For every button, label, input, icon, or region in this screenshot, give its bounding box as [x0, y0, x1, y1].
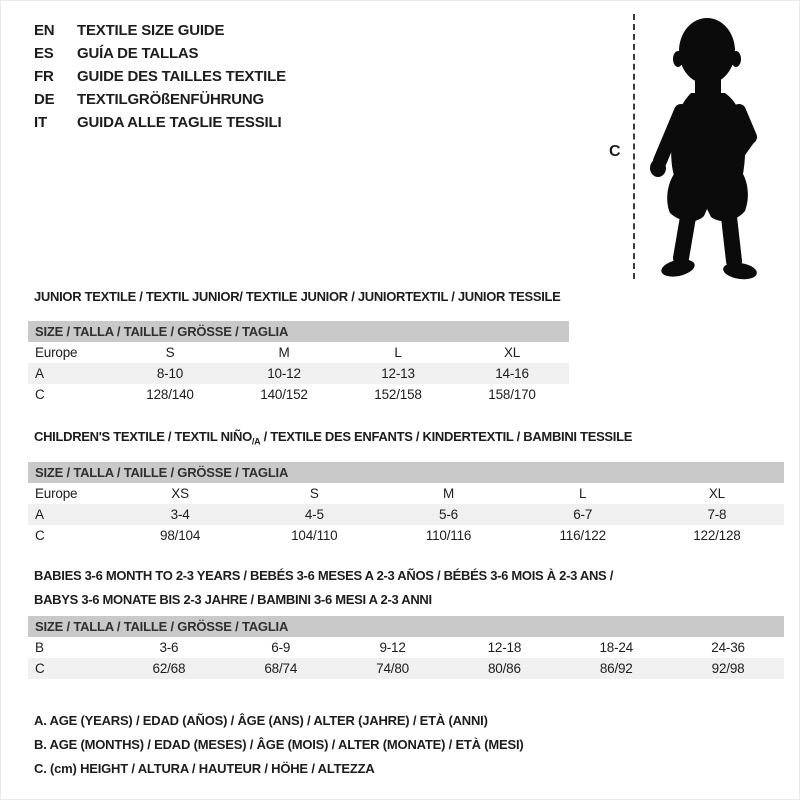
- row-label: A: [35, 366, 44, 381]
- row-label: C: [35, 661, 45, 676]
- toddler-silhouette-icon: [643, 11, 783, 286]
- language-code: IT: [34, 114, 47, 131]
- height-c-label: C: [609, 143, 621, 160]
- table-row-height-cm: [28, 384, 569, 405]
- table-header-bar: SIZE / TALLA / TAILLE / GRÖSSE / TAGLIA: [28, 616, 784, 637]
- section-title-text: CHILDREN'S TEXTILE / TEXTIL NIÑO: [34, 429, 252, 444]
- size-table-junior: [28, 321, 569, 405]
- height-cell: 152/158: [374, 387, 422, 402]
- language-code: FR: [34, 68, 54, 85]
- height-cell: 116/122: [559, 528, 606, 543]
- guide-title: GUIDE DES TAILLES TEXTILE: [77, 68, 286, 85]
- language-row: [34, 42, 286, 65]
- height-cell: 74/80: [376, 661, 409, 676]
- height-measure-figure: [606, 9, 791, 287]
- language-row: [34, 111, 286, 134]
- section-title-line1: BABIES 3-6 MONTH TO 2-3 YEARS / BEBÉS 3-6 MESES A 2-3 AÑOS / BÉBÉS 3-6 MOIS À 2-3 ANS /: [34, 568, 614, 583]
- legend-footnotes: [34, 709, 524, 781]
- size-cell: M: [442, 486, 455, 501]
- table-row-europe: [28, 342, 569, 363]
- height-cell: 104/110: [291, 528, 338, 543]
- height-cell: 92/98: [711, 661, 745, 676]
- height-cell: 62/68: [152, 661, 186, 676]
- age-cell: 24-36: [711, 640, 745, 655]
- height-cell: 86/92: [599, 661, 633, 676]
- age-cell: 3-4: [170, 507, 190, 522]
- height-cell: 140/152: [260, 387, 308, 402]
- guide-title: TEXTILE SIZE GUIDE: [77, 22, 225, 39]
- age-cell: 14-16: [495, 366, 529, 381]
- row-label: B: [35, 640, 44, 655]
- size-cell: L: [394, 345, 402, 360]
- language-code: DE: [34, 91, 55, 108]
- row-label: Europe: [35, 345, 78, 360]
- height-cell: 98/104: [160, 528, 201, 543]
- row-label: C: [35, 387, 45, 402]
- size-cell: M: [278, 345, 290, 360]
- size-cell: XS: [171, 486, 189, 501]
- height-dashed-line: [633, 14, 635, 279]
- language-row: [34, 88, 286, 111]
- age-cell: 9-12: [379, 640, 406, 655]
- table-row-age-years: [28, 363, 569, 384]
- table-row-height-cm: [28, 525, 784, 546]
- row-label: C: [35, 528, 45, 543]
- guide-title: TEXTILGRÖßENFÜHRUNG: [77, 91, 265, 108]
- table-row-europe: [28, 483, 784, 504]
- size-cell: XL: [708, 486, 725, 501]
- height-cell: 128/140: [146, 387, 194, 402]
- footnote-b: B. AGE (MONTHS) / EDAD (MESES) / ÂGE (MOIS) / ALTER (MONATE) / ETÀ (MESI): [34, 737, 524, 752]
- language-row: [34, 65, 286, 88]
- age-cell: 3-6: [159, 640, 179, 655]
- language-code: EN: [34, 22, 55, 39]
- footnote-c: C. (cm) HEIGHT / ALTURA / HAUTEUR / HÖHE / ALTEZZA: [34, 761, 375, 776]
- size-table-children: [28, 462, 784, 546]
- height-cell: 80/86: [488, 661, 521, 676]
- section-title-line2: BABYS 3-6 MONATE BIS 2-3 JAHRE / BAMBINI 3-6 MESI A 2-3 ANNI: [34, 592, 432, 607]
- section-title-children: [34, 429, 632, 447]
- height-cell: 158/170: [488, 387, 536, 402]
- age-cell: 5-6: [439, 507, 458, 522]
- table-header-bar: SIZE / TALLA / TAILLE / GRÖSSE / TAGLIA: [28, 462, 784, 483]
- age-cell: 6-9: [271, 640, 291, 655]
- section-title-text: / TEXTILE DES ENFANTS / KINDERTEXTIL / BAMBINI TESSILE: [260, 429, 633, 444]
- size-table-babies: [28, 616, 784, 679]
- height-cell: 68/74: [264, 661, 298, 676]
- language-row: [34, 19, 286, 42]
- table-row-age-months: [28, 637, 784, 658]
- section-title-babies: [34, 564, 613, 612]
- age-cell: 6-7: [573, 507, 593, 522]
- language-code: ES: [34, 45, 54, 62]
- footnote-a: A. AGE (YEARS) / EDAD (AÑOS) / ÂGE (ANS) / ALTER (JAHRE) / ETÀ (ANNI): [34, 713, 488, 728]
- size-cell: S: [309, 486, 319, 501]
- table-row-age-years: [28, 504, 784, 525]
- size-cell: S: [165, 345, 175, 360]
- guide-title: GUÍA DE TALLAS: [77, 45, 199, 62]
- size-cell: L: [579, 486, 587, 501]
- height-cell: 122/128: [693, 528, 741, 543]
- age-cell: 18-24: [599, 640, 633, 655]
- age-cell: 4-5: [304, 507, 324, 522]
- language-title-list: [34, 19, 286, 134]
- height-cell: 110/116: [425, 528, 472, 543]
- age-cell: 7-8: [707, 507, 727, 522]
- table-row-height-cm: [28, 658, 784, 679]
- row-label: A: [35, 507, 44, 522]
- age-cell: 12-13: [381, 366, 415, 381]
- age-cell: 10-12: [267, 366, 301, 381]
- guide-title: GUIDA ALLE TAGLIE TESSILI: [77, 114, 282, 131]
- section-title-subscript: /A: [251, 436, 261, 447]
- size-cell: XL: [503, 345, 521, 360]
- age-cell: 12-18: [487, 640, 522, 655]
- table-header-bar: SIZE / TALLA / TAILLE / GRÖSSE / TAGLIA: [28, 321, 569, 342]
- section-title-junior: JUNIOR TEXTILE / TEXTIL JUNIOR/ TEXTILE JUNIOR / JUNIORTEXTIL / JUNIOR TESSILE: [34, 289, 561, 304]
- row-label: Europe: [35, 486, 78, 501]
- age-cell: 8-10: [156, 366, 184, 381]
